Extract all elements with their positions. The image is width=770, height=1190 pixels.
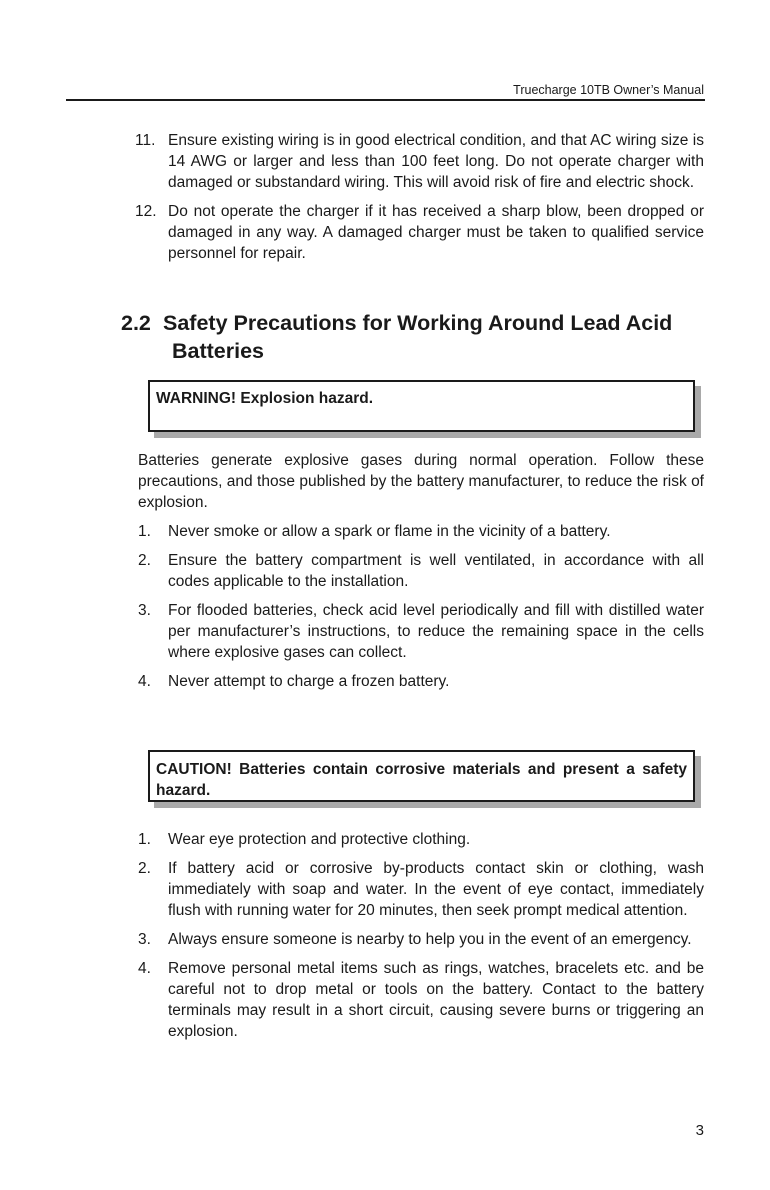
warning-callout bbox=[148, 380, 695, 432]
item-text: Remove personal metal items such as rings, watches, bracelets etc. and be careful not to drop metal or tools on the battery. Contact to the battery terminals may result in a short circuit, causing severe burns or triggering an explosion. bbox=[168, 960, 704, 1040]
caution-callout bbox=[148, 750, 695, 802]
list-item bbox=[138, 829, 704, 850]
explosion-intro-paragraph: Batteries generate explosive gases during normal operation. Follow these precautions, and those published by the battery manufacturer, to reduce the risk of explosion. bbox=[138, 452, 704, 511]
item-text: Wear eye protection and protective clothing. bbox=[168, 831, 471, 848]
item-text: For flooded batteries, check acid level periodically and fill with distilled water per manufacturer’s instructions, to reduce the remaining space in the cells where explosive gases can collect. bbox=[168, 602, 704, 661]
section-title-line1: Safety Precautions for Working Around Lead Acid bbox=[163, 311, 673, 335]
corrosive-precautions-list bbox=[138, 829, 704, 1050]
list-item bbox=[135, 201, 704, 264]
item-number: 12. bbox=[135, 203, 157, 220]
section-number: 2.2 bbox=[121, 311, 151, 335]
list-item bbox=[138, 521, 704, 542]
item-text: Ensure existing wiring is in good electrical condition, and that AC wiring size is 14 AWG or larger and less than 100 feet long. Do not operate charger with damaged or substandard wiring. This will avoid risk of fire and electric shock. bbox=[168, 132, 704, 191]
item-text: If battery acid or corrosive by-products contact skin or clothing, wash immediately with soap and water. In the event of eye contact, immediately flush with running water for 20 minutes, then seek prompt medical attention. bbox=[168, 860, 704, 919]
item-number: 11. bbox=[135, 132, 156, 149]
warning-text: WARNING! Explosion hazard. bbox=[156, 390, 374, 407]
section-title-line2: Batteries bbox=[172, 339, 265, 363]
item-text: Never attempt to charge a frozen battery. bbox=[168, 673, 450, 690]
caution-text: CAUTION! Batteries contain corrosive materials and present a safety hazard. bbox=[156, 761, 687, 799]
section-heading bbox=[121, 309, 711, 365]
header-rule bbox=[66, 99, 705, 101]
intro-safety-list bbox=[135, 130, 704, 272]
item-text: Ensure the battery compartment is well ventilated, in accordance with all codes applicable to the installation. bbox=[168, 552, 704, 590]
list-item bbox=[138, 600, 704, 663]
page-number: 3 bbox=[695, 1122, 704, 1139]
item-text: Never smoke or allow a spark or flame in the vicinity of a battery. bbox=[168, 523, 611, 540]
item-number: 2. bbox=[138, 860, 151, 877]
item-number: 1. bbox=[138, 831, 151, 848]
list-item bbox=[138, 671, 704, 692]
running-header: Truecharge 10TB Owner’s Manual bbox=[513, 83, 704, 97]
explosion-precautions-list bbox=[138, 521, 704, 700]
item-number: 2. bbox=[138, 552, 151, 569]
list-item bbox=[138, 550, 704, 592]
list-item bbox=[138, 858, 704, 921]
list-item bbox=[135, 130, 704, 193]
item-number: 3. bbox=[138, 931, 151, 948]
item-number: 3. bbox=[138, 602, 151, 619]
item-number: 1. bbox=[138, 523, 151, 540]
item-number: 4. bbox=[138, 960, 151, 977]
item-text: Always ensure someone is nearby to help you in the event of an emergency. bbox=[168, 931, 692, 948]
list-item bbox=[138, 958, 704, 1042]
list-item bbox=[138, 929, 704, 950]
item-text: Do not operate the charger if it has received a sharp blow, been dropped or damaged in any way. A damaged charger must be taken to qualified service personnel for repair. bbox=[168, 203, 704, 262]
item-number: 4. bbox=[138, 673, 151, 690]
